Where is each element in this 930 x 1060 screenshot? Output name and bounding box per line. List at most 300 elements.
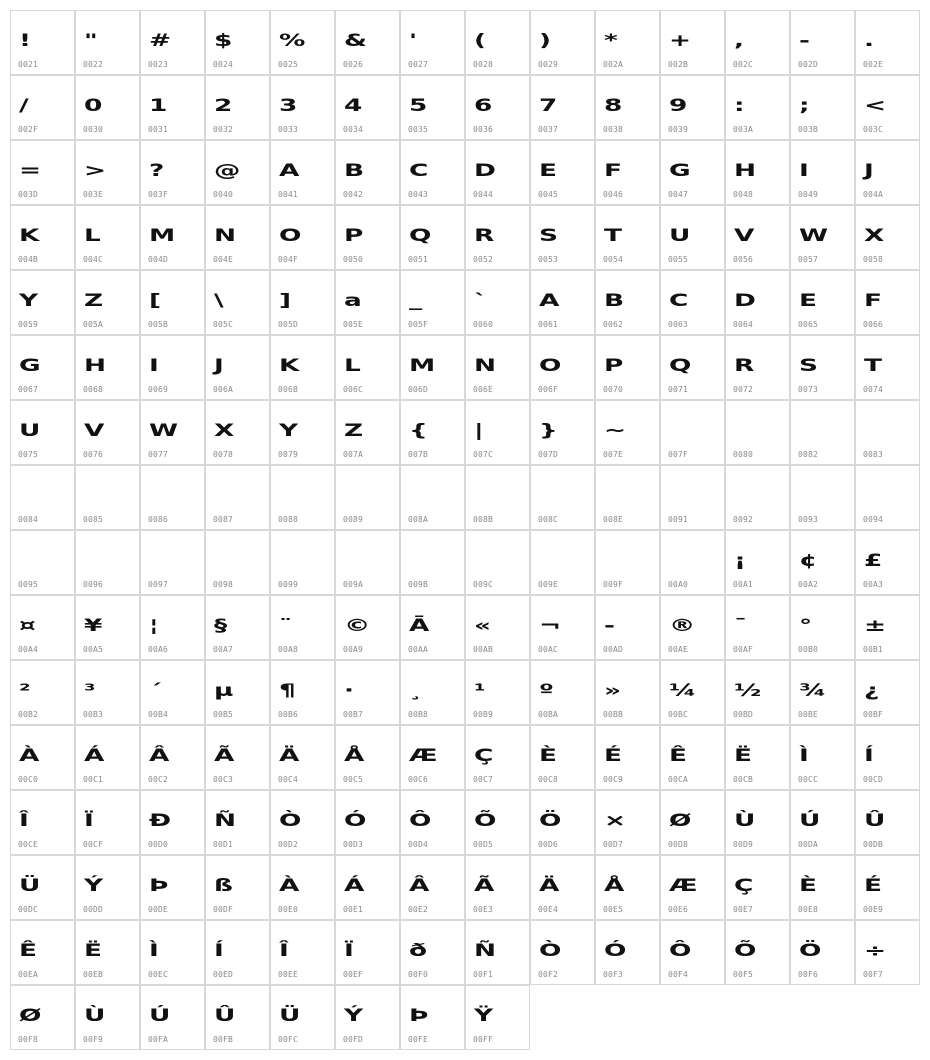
glyph-codepoint: 00D7 [603, 840, 624, 849]
glyph-cell[interactable] [660, 205, 725, 270]
glyph-cell[interactable] [205, 660, 270, 725]
glyph-cell[interactable] [335, 530, 400, 595]
glyph-cell[interactable] [595, 140, 660, 205]
glyph-cell[interactable] [725, 920, 790, 985]
glyph-cell[interactable] [660, 140, 725, 205]
glyph-cell[interactable] [270, 595, 335, 660]
glyph-codepoint: 00A3 [863, 580, 884, 589]
glyph-codepoint: 00B4 [148, 710, 169, 719]
glyph-sample: Ì [799, 746, 809, 766]
glyph-cell[interactable] [140, 270, 205, 335]
glyph-cell[interactable] [140, 335, 205, 400]
glyph-cell[interactable] [595, 400, 660, 465]
glyph-cell[interactable] [855, 465, 920, 530]
glyph-cell[interactable] [660, 270, 725, 335]
glyph-cell[interactable] [595, 660, 660, 725]
glyph-cell[interactable] [725, 400, 790, 465]
glyph-cell[interactable] [465, 725, 530, 790]
glyph-cell[interactable] [465, 530, 530, 595]
glyph-cell[interactable] [465, 205, 530, 270]
glyph-cell[interactable] [790, 270, 855, 335]
glyph-cell[interactable] [790, 205, 855, 270]
glyph-cell[interactable] [725, 140, 790, 205]
glyph-cell[interactable] [660, 855, 725, 920]
glyph-cell[interactable] [205, 465, 270, 530]
glyph-cell[interactable] [75, 920, 140, 985]
glyph-cell[interactable] [465, 75, 530, 140]
glyph-sample: Ã [474, 876, 495, 896]
glyph-sample: K [19, 226, 40, 246]
glyph-codepoint: 004B [18, 255, 39, 264]
glyph-cell[interactable] [530, 400, 595, 465]
glyph-codepoint: 007E [603, 450, 624, 459]
glyph-cell[interactable] [270, 790, 335, 855]
glyph-cell[interactable] [270, 75, 335, 140]
glyph-cell[interactable] [530, 10, 595, 75]
glyph-cell[interactable] [465, 660, 530, 725]
glyph-codepoint: 00D8 [668, 840, 689, 849]
glyph-cell[interactable] [400, 140, 465, 205]
glyph-cell[interactable] [725, 595, 790, 660]
glyph-codepoint: 005A [83, 320, 104, 329]
glyph-cell[interactable] [595, 75, 660, 140]
glyph-cell[interactable] [10, 465, 75, 530]
glyph-cell[interactable] [725, 855, 790, 920]
glyph-cell[interactable] [595, 10, 660, 75]
glyph-cell[interactable] [660, 10, 725, 75]
glyph-cell[interactable] [790, 725, 855, 790]
glyph-cell[interactable] [400, 270, 465, 335]
glyph-cell[interactable] [855, 660, 920, 725]
glyph-cell[interactable] [530, 920, 595, 985]
glyph-cell[interactable] [855, 790, 920, 855]
glyph-cell[interactable] [270, 10, 335, 75]
glyph-cell[interactable] [855, 335, 920, 400]
glyph-sample: P [344, 226, 364, 246]
glyph-cell[interactable] [725, 530, 790, 595]
glyph-cell[interactable] [400, 465, 465, 530]
glyph-cell[interactable] [75, 985, 140, 1050]
glyph-cell[interactable] [10, 660, 75, 725]
glyph-codepoint: 005C [213, 320, 234, 329]
glyph-cell[interactable] [335, 790, 400, 855]
glyph-codepoint: 0089 [343, 515, 364, 524]
glyph-cell[interactable] [10, 920, 75, 985]
glyph-cell[interactable] [530, 140, 595, 205]
glyph-cell[interactable] [140, 75, 205, 140]
glyph-codepoint: 0080 [733, 450, 754, 459]
glyph-cell[interactable] [855, 920, 920, 985]
glyph-cell[interactable] [140, 205, 205, 270]
glyph-codepoint: 009C [473, 580, 494, 589]
glyph-cell[interactable] [595, 205, 660, 270]
glyph-sample: » [604, 681, 622, 701]
glyph-cell[interactable] [790, 595, 855, 660]
glyph-cell[interactable] [790, 920, 855, 985]
glyph-cell[interactable] [855, 270, 920, 335]
glyph-cell[interactable] [335, 920, 400, 985]
glyph-sample: Ú [149, 1006, 171, 1026]
glyph-cell[interactable] [790, 465, 855, 530]
glyph-cell[interactable] [660, 660, 725, 725]
glyph-sample: D [474, 161, 496, 181]
glyph-cell[interactable] [465, 335, 530, 400]
glyph-cell[interactable] [725, 205, 790, 270]
glyph-cell[interactable] [465, 10, 530, 75]
glyph-cell[interactable] [790, 660, 855, 725]
glyph-cell[interactable] [75, 140, 140, 205]
glyph-sample: ¶ [279, 681, 296, 701]
glyph-cell[interactable] [595, 270, 660, 335]
glyph-cell[interactable] [205, 985, 270, 1050]
glyph-cell[interactable] [725, 75, 790, 140]
glyph-cell[interactable] [75, 75, 140, 140]
glyph-codepoint: 00AC [538, 645, 559, 654]
glyph-cell[interactable] [660, 595, 725, 660]
glyph-cell[interactable] [400, 595, 465, 660]
glyph-cell[interactable] [725, 270, 790, 335]
glyph-codepoint: 0057 [798, 255, 819, 264]
glyph-cell[interactable] [660, 790, 725, 855]
glyph-cell[interactable] [790, 140, 855, 205]
glyph-cell[interactable] [335, 465, 400, 530]
glyph-sample: Ç [474, 746, 494, 766]
glyph-cell[interactable] [400, 205, 465, 270]
glyph-codepoint: 0097 [148, 580, 169, 589]
glyph-cell[interactable] [75, 660, 140, 725]
glyph-sample: Á [84, 746, 105, 766]
glyph-cell[interactable] [465, 595, 530, 660]
glyph-codepoint: 0094 [863, 515, 884, 524]
glyph-cell[interactable] [595, 855, 660, 920]
glyph-cell[interactable] [270, 725, 335, 790]
glyph-cell[interactable] [10, 10, 75, 75]
glyph-cell[interactable] [270, 985, 335, 1050]
glyph-cell[interactable] [335, 985, 400, 1050]
glyph-codepoint: 009B [408, 580, 429, 589]
glyph-cell[interactable] [530, 270, 595, 335]
glyph-codepoint: 0034 [343, 125, 364, 134]
glyph-cell[interactable] [140, 10, 205, 75]
glyph-cell[interactable] [530, 855, 595, 920]
glyph-codepoint: 003E [83, 190, 104, 199]
glyph-cell[interactable] [205, 920, 270, 985]
glyph-codepoint: 00FD [343, 1035, 364, 1044]
glyph-cell[interactable] [205, 75, 270, 140]
glyph-cell[interactable] [530, 725, 595, 790]
glyph-cell[interactable] [855, 400, 920, 465]
glyph-cell[interactable] [75, 855, 140, 920]
glyph-cell[interactable] [530, 335, 595, 400]
glyph-cell[interactable] [270, 140, 335, 205]
glyph-cell[interactable] [660, 75, 725, 140]
glyph-cell[interactable] [400, 400, 465, 465]
glyph-cell[interactable] [10, 530, 75, 595]
glyph-codepoint: 005D [278, 320, 299, 329]
glyph-cell[interactable] [530, 790, 595, 855]
glyph-cell[interactable] [790, 855, 855, 920]
glyph-sample: É [604, 746, 623, 766]
glyph-codepoint: 0045 [538, 190, 559, 199]
glyph-cell[interactable] [660, 920, 725, 985]
glyph-sample: W [149, 421, 179, 441]
glyph-cell[interactable] [595, 530, 660, 595]
glyph-cell[interactable] [595, 725, 660, 790]
glyph-codepoint: 00B1 [863, 645, 884, 654]
glyph-cell[interactable] [400, 10, 465, 75]
glyph-cell[interactable] [530, 465, 595, 530]
glyph-codepoint: 00AE [668, 645, 689, 654]
glyph-sample: Ö [799, 941, 822, 961]
glyph-cell[interactable] [400, 660, 465, 725]
glyph-cell[interactable] [465, 140, 530, 205]
glyph-cell[interactable] [75, 530, 140, 595]
glyph-cell[interactable] [400, 790, 465, 855]
glyph-codepoint: 00EC [148, 970, 169, 979]
glyph-cell[interactable] [10, 595, 75, 660]
glyph-cell[interactable] [855, 205, 920, 270]
glyph-cell[interactable] [855, 75, 920, 140]
glyph-cell[interactable] [465, 855, 530, 920]
glyph-sample: © [344, 616, 371, 636]
glyph-cell[interactable] [400, 985, 465, 1050]
glyph-cell[interactable] [140, 660, 205, 725]
glyph-cell[interactable] [75, 595, 140, 660]
glyph-cell[interactable] [660, 530, 725, 595]
glyph-cell[interactable] [10, 205, 75, 270]
glyph-cell[interactable] [790, 75, 855, 140]
glyph-cell[interactable] [10, 725, 75, 790]
glyph-cell[interactable] [10, 985, 75, 1050]
glyph-codepoint: 005E [343, 320, 364, 329]
glyph-cell[interactable] [725, 465, 790, 530]
glyph-codepoint: 0075 [18, 450, 39, 459]
glyph-cell[interactable] [75, 335, 140, 400]
glyph-sample: | [474, 421, 484, 441]
glyph-cell[interactable] [270, 205, 335, 270]
glyph-codepoint: 0079 [278, 450, 299, 459]
glyph-cell[interactable] [140, 790, 205, 855]
glyph-cell[interactable] [140, 530, 205, 595]
glyph-cell[interactable] [855, 725, 920, 790]
glyph-cell[interactable] [270, 530, 335, 595]
glyph-cell[interactable] [335, 335, 400, 400]
glyph-cell[interactable] [790, 400, 855, 465]
glyph-cell[interactable] [530, 205, 595, 270]
glyph-cell[interactable] [465, 920, 530, 985]
glyph-cell[interactable] [530, 595, 595, 660]
glyph-cell[interactable] [270, 400, 335, 465]
glyph-sample: Å [604, 876, 625, 896]
glyph-cell[interactable] [270, 920, 335, 985]
glyph-cell[interactable] [595, 465, 660, 530]
glyph-sample: Í [214, 941, 224, 961]
glyph-codepoint: 002C [733, 60, 754, 69]
glyph-cell[interactable] [205, 140, 270, 205]
glyph-cell[interactable] [660, 335, 725, 400]
glyph-cell[interactable] [270, 660, 335, 725]
glyph-cell[interactable] [10, 790, 75, 855]
glyph-cell[interactable] [75, 465, 140, 530]
glyph-cell[interactable] [75, 270, 140, 335]
glyph-cell[interactable] [465, 270, 530, 335]
glyph-sample: ÷ [864, 941, 887, 961]
glyph-codepoint: 004D [148, 255, 169, 264]
glyph-cell[interactable] [855, 530, 920, 595]
glyph-codepoint: 0093 [798, 515, 819, 524]
glyph-cell[interactable] [140, 400, 205, 465]
glyph-cell[interactable] [140, 985, 205, 1050]
glyph-cell[interactable] [400, 335, 465, 400]
glyph-cell[interactable] [335, 75, 400, 140]
glyph-sample: ¨ [279, 616, 293, 636]
glyph-cell[interactable] [335, 205, 400, 270]
glyph-cell[interactable] [270, 335, 335, 400]
glyph-cell[interactable] [855, 855, 920, 920]
glyph-codepoint: 00EF [343, 970, 364, 979]
glyph-cell[interactable] [660, 725, 725, 790]
glyph-cell[interactable] [140, 855, 205, 920]
glyph-sample: @ [214, 161, 241, 181]
glyph-cell[interactable] [595, 920, 660, 985]
glyph-cell[interactable] [465, 400, 530, 465]
glyph-cell[interactable] [595, 790, 660, 855]
glyph-sample: , [734, 31, 745, 51]
glyph-sample: B [604, 291, 625, 311]
glyph-sample: D [734, 291, 756, 311]
glyph-cell[interactable] [10, 855, 75, 920]
glyph-cell[interactable] [335, 270, 400, 335]
glyph-cell[interactable] [140, 140, 205, 205]
glyph-cell[interactable] [140, 465, 205, 530]
glyph-cell[interactable] [75, 790, 140, 855]
glyph-cell[interactable] [725, 790, 790, 855]
glyph-cell[interactable] [790, 790, 855, 855]
glyph-sample: Z [344, 421, 364, 441]
glyph-cell[interactable] [465, 985, 530, 1050]
glyph-cell[interactable] [660, 400, 725, 465]
glyph-cell[interactable] [75, 400, 140, 465]
glyph-cell[interactable] [595, 595, 660, 660]
glyph-codepoint: 0086 [148, 515, 169, 524]
glyph-sample: Ï [344, 941, 354, 961]
glyph-codepoint: 00C0 [18, 775, 39, 784]
glyph-sample: ¤ [19, 616, 36, 636]
glyph-codepoint: 008E [603, 515, 624, 524]
glyph-codepoint: 009E [538, 580, 559, 589]
glyph-cell[interactable] [725, 10, 790, 75]
glyph-cell[interactable] [335, 660, 400, 725]
glyph-cell[interactable] [465, 465, 530, 530]
glyph-cell[interactable] [205, 205, 270, 270]
glyph-cell[interactable] [205, 335, 270, 400]
glyph-cell[interactable] [725, 335, 790, 400]
glyph-cell[interactable] [335, 400, 400, 465]
glyph-cell[interactable] [205, 400, 270, 465]
glyph-cell[interactable] [205, 855, 270, 920]
glyph-cell[interactable] [595, 335, 660, 400]
glyph-cell[interactable] [400, 855, 465, 920]
glyph-cell[interactable] [725, 725, 790, 790]
glyph-cell[interactable] [400, 920, 465, 985]
glyph-cell[interactable] [790, 335, 855, 400]
glyph-cell[interactable] [855, 140, 920, 205]
glyph-cell[interactable] [855, 10, 920, 75]
glyph-cell[interactable] [140, 920, 205, 985]
glyph-cell[interactable] [75, 10, 140, 75]
glyph-codepoint: 0056 [733, 255, 754, 264]
glyph-cell[interactable] [270, 465, 335, 530]
glyph-sample: / [19, 96, 29, 116]
glyph-cell[interactable] [270, 855, 335, 920]
glyph-cell[interactable] [75, 205, 140, 270]
glyph-cell[interactable] [530, 75, 595, 140]
glyph-cell[interactable] [660, 465, 725, 530]
glyph-cell[interactable] [205, 790, 270, 855]
glyph-cell[interactable] [400, 725, 465, 790]
glyph-cell[interactable] [10, 75, 75, 140]
glyph-sample: ¥ [84, 616, 103, 636]
glyph-codepoint: 0055 [668, 255, 689, 264]
glyph-codepoint: 00DE [148, 905, 169, 914]
glyph-codepoint: 00C1 [83, 775, 104, 784]
glyph-codepoint: 0027 [408, 60, 429, 69]
glyph-cell[interactable] [530, 530, 595, 595]
glyph-cell[interactable] [10, 335, 75, 400]
glyph-cell[interactable] [400, 530, 465, 595]
glyph-cell[interactable] [790, 10, 855, 75]
glyph-cell[interactable] [725, 660, 790, 725]
glyph-codepoint: 00FF [473, 1035, 494, 1044]
glyph-cell[interactable] [465, 790, 530, 855]
glyph-cell[interactable] [855, 595, 920, 660]
glyph-cell[interactable] [790, 530, 855, 595]
glyph-sample: P [604, 356, 624, 376]
glyph-codepoint: 003B [798, 125, 819, 134]
glyph-cell[interactable] [205, 530, 270, 595]
glyph-sample: Z [84, 291, 104, 311]
glyph-cell[interactable] [335, 10, 400, 75]
glyph-codepoint: 0048 [733, 190, 754, 199]
glyph-cell[interactable] [205, 725, 270, 790]
glyph-codepoint: 003F [148, 190, 169, 199]
glyph-cell[interactable] [10, 400, 75, 465]
glyph-cell[interactable] [530, 660, 595, 725]
glyph-codepoint: 0047 [668, 190, 689, 199]
glyph-sample: N [474, 356, 497, 376]
glyph-codepoint: 00E8 [798, 905, 819, 914]
glyph-cell[interactable] [335, 855, 400, 920]
glyph-cell[interactable] [205, 270, 270, 335]
glyph-cell[interactable] [205, 10, 270, 75]
glyph-cell[interactable] [10, 270, 75, 335]
glyph-codepoint: 0042 [343, 190, 364, 199]
glyph-cell[interactable] [205, 595, 270, 660]
glyph-sample: ¡ [734, 551, 747, 571]
glyph-cell[interactable] [270, 270, 335, 335]
glyph-cell[interactable] [140, 595, 205, 660]
glyph-cell[interactable] [335, 595, 400, 660]
glyph-cell[interactable] [335, 140, 400, 205]
glyph-cell[interactable] [400, 75, 465, 140]
glyph-cell[interactable] [10, 140, 75, 205]
glyph-cell[interactable] [75, 725, 140, 790]
glyph-cell[interactable] [140, 725, 205, 790]
glyph-sample: { [409, 421, 428, 441]
glyph-sample: Ó [344, 811, 367, 831]
glyph-cell[interactable] [335, 725, 400, 790]
glyph-codepoint: 00B8 [408, 710, 429, 719]
